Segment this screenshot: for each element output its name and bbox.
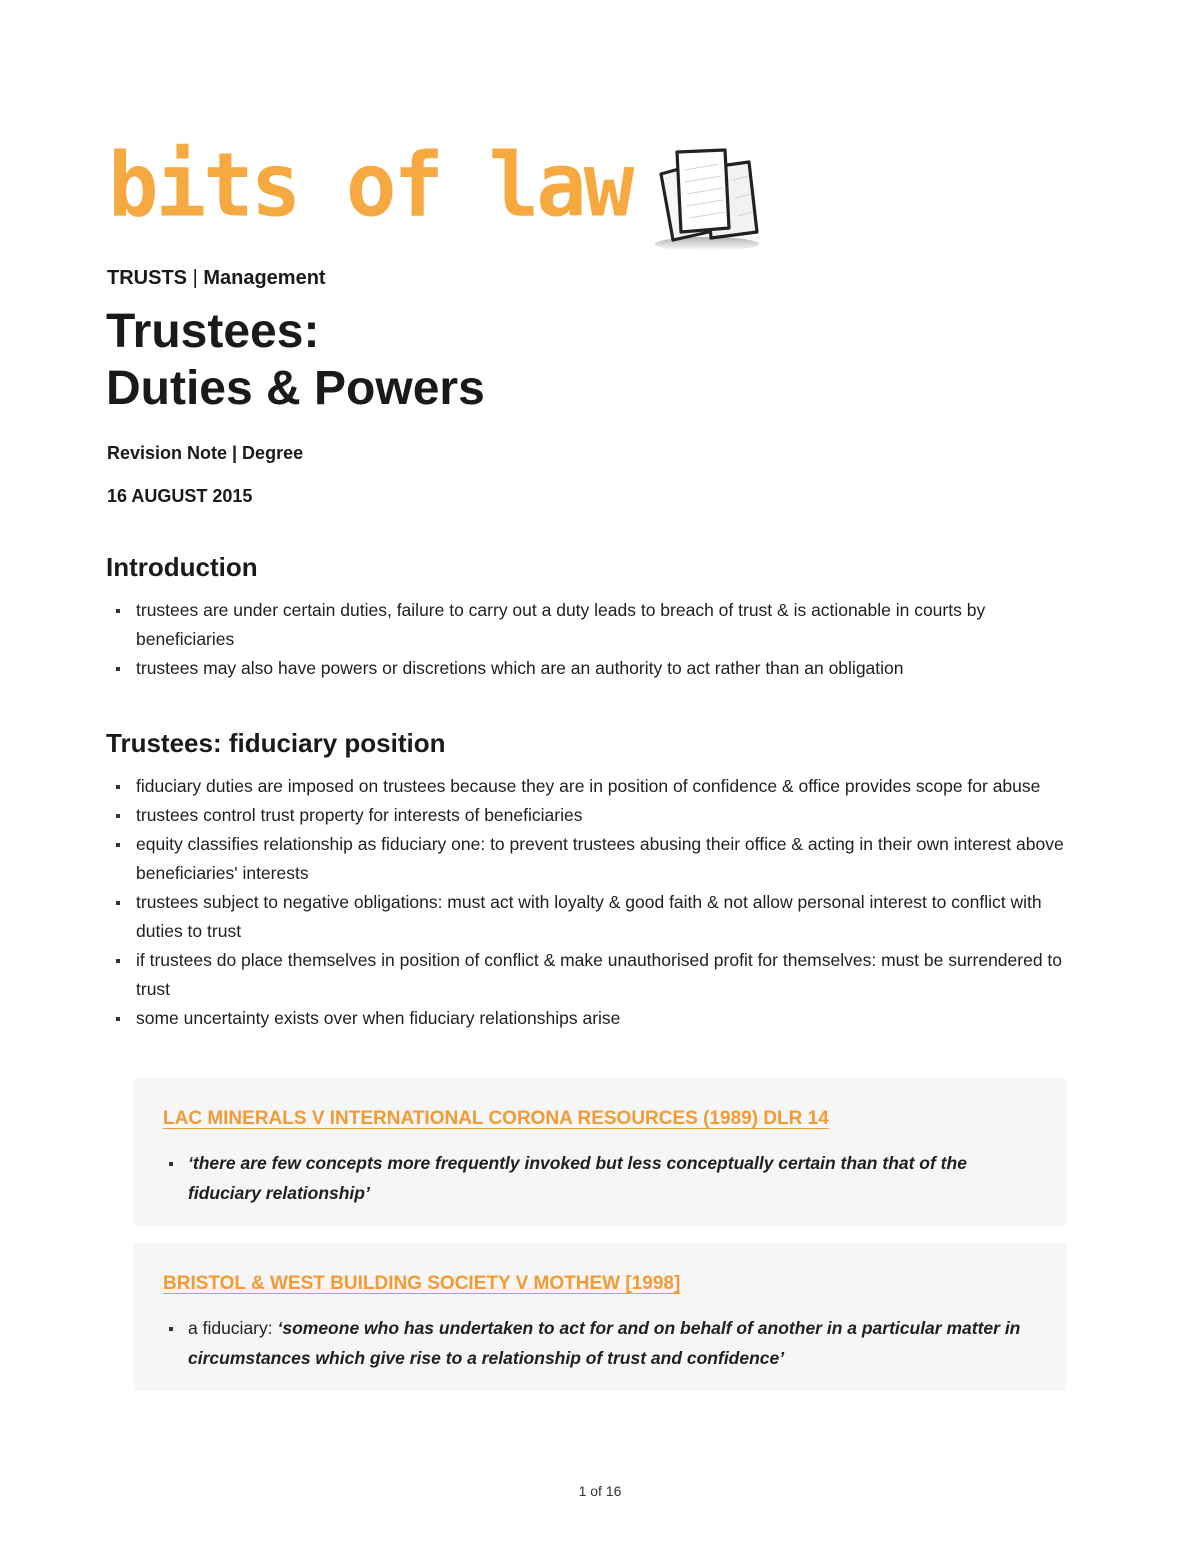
category-line bbox=[107, 267, 326, 290]
section-heading-fiduciary: Trustees: fiduciary position bbox=[106, 728, 446, 758]
list-item: fiduciary duties are imposed on trustees because they are in position of confidence & office provides scope for abuse bbox=[112, 772, 1082, 801]
case-quote: ‘someone who has undertaken to act for and on behalf of another in a particular matter in circumstances which give rise to a relationship of trust and confidence’ bbox=[188, 1318, 1021, 1368]
category: TRUSTS bbox=[107, 267, 187, 289]
section-heading-introduction: Introduction bbox=[106, 552, 258, 582]
list-item: trustees may also have powers or discretions which are an authority to act rather than an obligation bbox=[112, 654, 1082, 683]
introduction-list bbox=[112, 596, 1082, 683]
publish-date: 16 AUGUST 2015 bbox=[107, 486, 253, 506]
page-title bbox=[106, 303, 485, 417]
case-point bbox=[163, 1148, 1043, 1208]
case-points bbox=[163, 1148, 1043, 1208]
logo-text: bits of law bbox=[108, 133, 632, 237]
list-item: some uncertainty exists over when fiduciary relationships arise bbox=[112, 1004, 1082, 1033]
revision-note: Revision Note | Degree bbox=[107, 443, 304, 463]
title-line-1: Trustees: bbox=[106, 305, 320, 358]
case-box-lac-minerals bbox=[134, 1078, 1066, 1226]
bits-of-law-logo bbox=[108, 133, 775, 250]
list-item: trustees subject to negative obligations: must act with loyalty & good faith & not allow personal interest to conflict with duties to trust bbox=[112, 888, 1082, 946]
case-title-link[interactable]: LAC MINERALS V INTERNATIONAL CORONA RESOURCES (1989) DLR 14 bbox=[163, 1108, 829, 1129]
list-item: trustees are under certain duties, failure to carry out a duty leads to breach of trust & is actionable in courts by beneficiaries bbox=[112, 596, 1082, 654]
case-point bbox=[163, 1313, 1043, 1373]
case-point-prefix: a fiduciary: bbox=[188, 1318, 278, 1338]
title-line-2: Duties & Powers bbox=[106, 362, 485, 415]
case-box-bristol-west bbox=[134, 1243, 1066, 1391]
page-number: 1 of 16 bbox=[578, 1483, 622, 1499]
case-title-link[interactable]: BRISTOL & WEST BUILDING SOCIETY V MOTHEW [1998] bbox=[163, 1273, 681, 1294]
list-item: if trustees do place themselves in position of conflict & make unauthorised profit for themselves: must be surrendered to trust bbox=[112, 946, 1082, 1004]
list-item: trustees control trust property for interests of beneficiaries bbox=[112, 801, 1082, 830]
fiduciary-list bbox=[112, 772, 1082, 1033]
case-points bbox=[163, 1313, 1043, 1373]
case-quote: ‘there are few concepts more frequently invoked but less conceptually certain than that of the fiduciary relationship’ bbox=[188, 1153, 967, 1203]
papers-icon bbox=[645, 140, 775, 252]
category-separator: | bbox=[192, 267, 198, 289]
list-item: equity classifies relationship as fiduciary one: to prevent trustees abusing their office & acting in their own interest above beneficiaries' interests bbox=[112, 830, 1082, 888]
subcategory: Management bbox=[203, 267, 326, 289]
